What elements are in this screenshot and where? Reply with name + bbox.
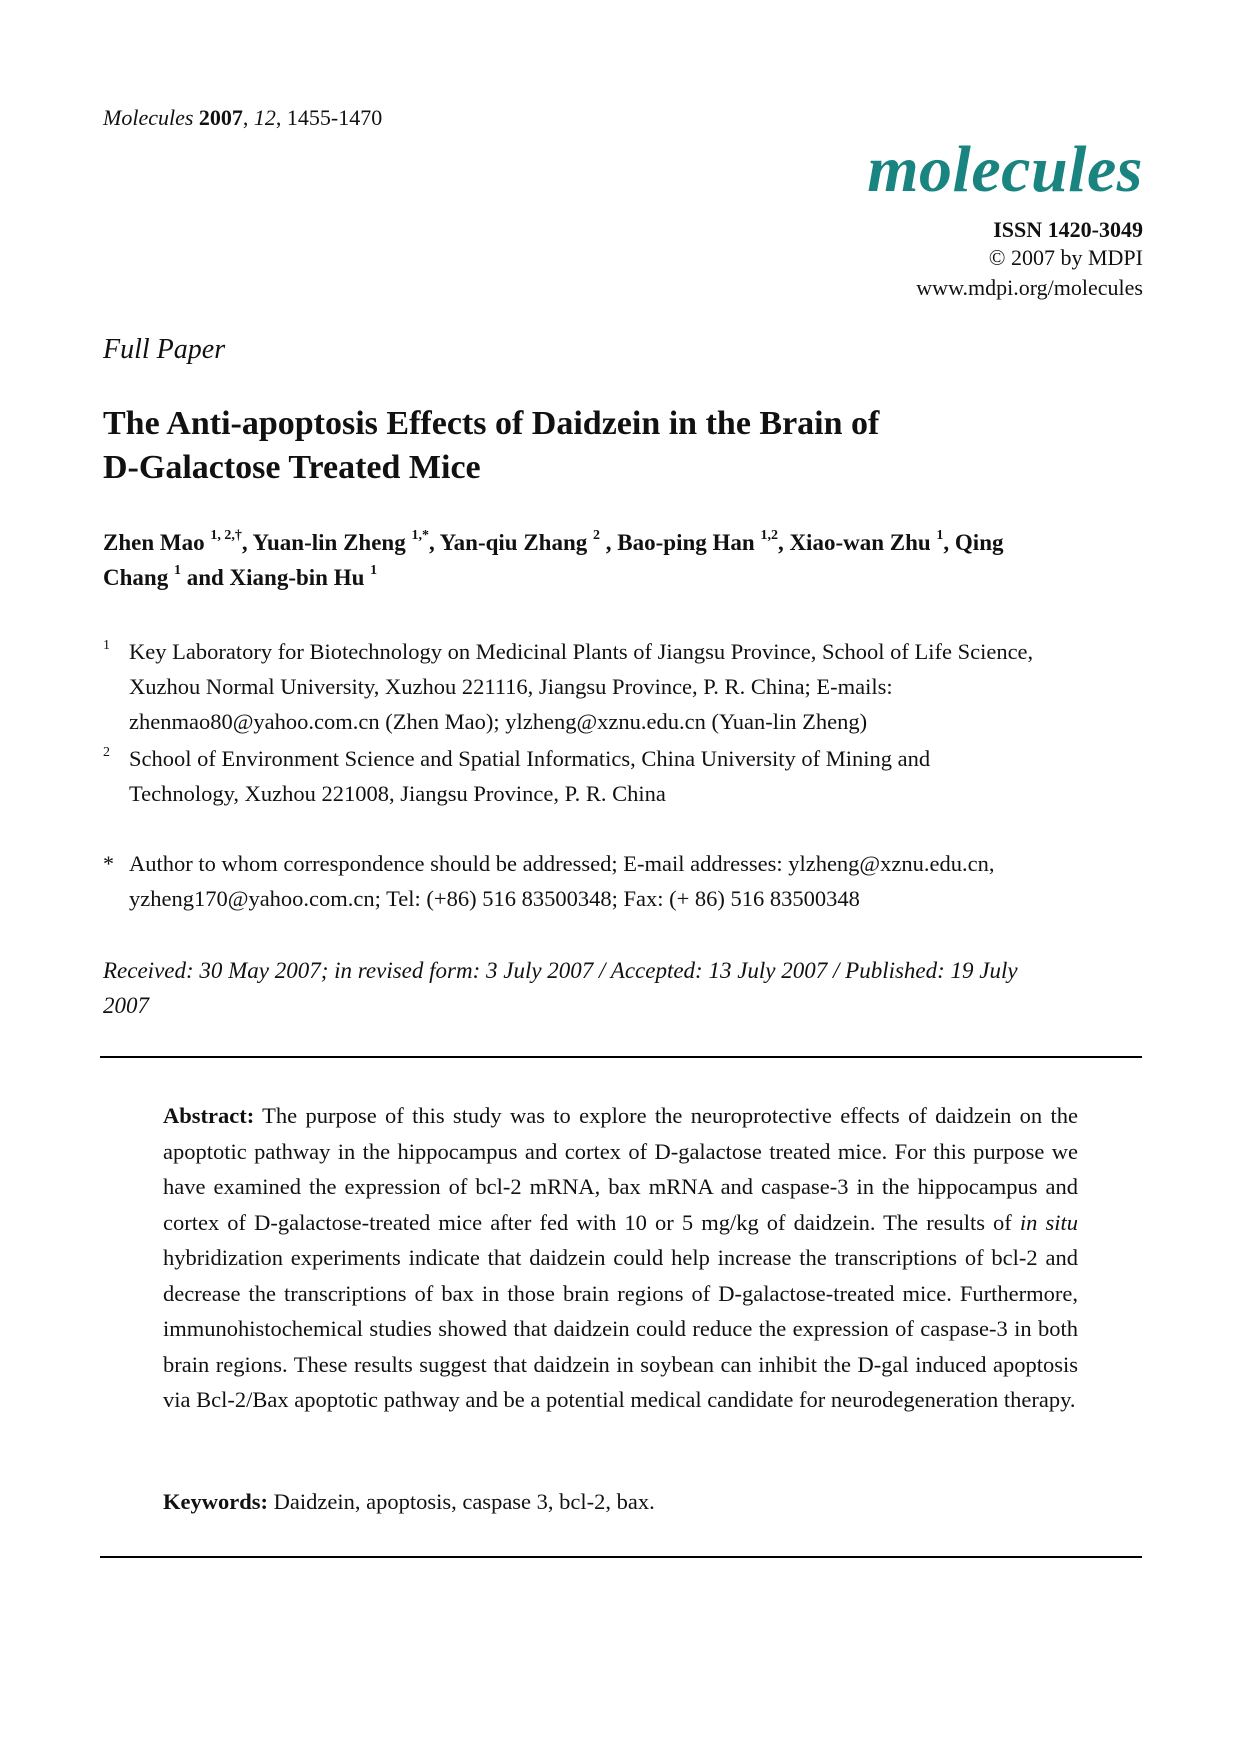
paper-title [103, 402, 1143, 490]
keywords-label: Keywords: [163, 1489, 268, 1514]
divider-top [100, 1056, 1142, 1058]
affiliation-number: 1 [103, 638, 110, 653]
copyright: © 2007 by MDPI [988, 245, 1143, 270]
author-affil-marker: 1,* [411, 528, 429, 544]
keywords [163, 1489, 1078, 1515]
journal-name: Molecules [103, 105, 194, 130]
citation-volume: 12 [253, 105, 276, 130]
author-name: Xiao-wan Zhu [789, 530, 931, 555]
citation-line: Molecules 2007, 12, 1455-1470 [103, 105, 383, 130]
affiliation-line: zhenmao80@yahoo.com.cn (Zhen Mao); ylzheng@xznu.edu.cn (Yuan-lin Zheng) [129, 709, 868, 734]
abstract [163, 1098, 1078, 1418]
author-name: Yan-qiu Zhang [439, 530, 588, 555]
paper-type: Full Paper [103, 334, 226, 365]
affiliation-line: School of Environment Science and Spatial Informatics, China University of Mining and [129, 746, 931, 771]
abstract-text-1: The purpose of this study was to explore the neuroprotective effects of daidzein on the apoptotic pathway in the hippocampus and cortex of D-galactose treated mice. For this purpose we have examined the expression of bcl-2 mRNA, bax mRNA and caspase-3 in the hippocampus and cortex of D-galactose-treated mice after fed with 10 or 5 mg/kg of daidzein. The results of [163, 1103, 1078, 1235]
divider-bottom [100, 1556, 1142, 1558]
keywords-text: Daidzein, apoptosis, caspase 3, bcl-2, bax. [268, 1489, 655, 1514]
abstract-text-2: hybridization experiments indicate that daidzein could help increase the transcriptions of bcl-2 and decrease the transcriptions of bax in those brain regions of D-galactose-treated mice. Furthermore, immunohistochemical studies showed that daidzein could reduce the expression of caspase-3 in both brain regions. These results suggest that daidzein in soybean can inhibit the D-gal induced apoptosis via Bcl-2/Bax apoptotic pathway and be a potential medical candidate for neurodegeneration therapy. [163, 1245, 1078, 1412]
author-name: Yuan-lin Zheng [252, 530, 406, 555]
author-name: Bao-ping Han [617, 530, 755, 555]
author-separator: , [428, 530, 440, 555]
author-separator: , [241, 530, 253, 555]
affiliation-line: Key Laboratory for Biotechnology on Medicinal Plants of Jiangsu Province, School of Life Science, [129, 639, 1034, 664]
abstract-label: Abstract: [163, 1103, 255, 1128]
author-list [103, 525, 1143, 595]
author-separator: , [600, 530, 618, 555]
title-line-1: The Anti-apoptosis Effects of Daidzein in the Brain of [103, 405, 880, 442]
author-separator: and Xiang-bin Hu [180, 565, 365, 590]
affiliation-line: Technology, Xuzhou 221008, Jiangsu Province, P. R. China [129, 781, 666, 806]
author-affil-marker: 1, 2,† [210, 528, 242, 544]
dates-line-2: 2007 [103, 993, 149, 1018]
title-line-2: D-Galactose Treated Mice [103, 449, 481, 486]
affiliation-1 [103, 634, 1143, 739]
issn: ISSN 1420-3049 [993, 217, 1143, 242]
abstract-italic-term: in situ [1019, 1209, 1078, 1235]
citation-year: 2007 [198, 105, 243, 130]
journal-brand [867, 133, 1143, 303]
correspondence [103, 846, 1143, 916]
citation-pages: , 1455-1470 [275, 105, 383, 130]
author-name: Zhen Mao [103, 530, 205, 555]
affiliation-number: 2 [103, 745, 110, 760]
author-separator: , Qing [943, 530, 1004, 555]
author-affil-marker: 1 [936, 528, 944, 544]
publication-dates [103, 953, 1133, 1023]
affiliation-line: Xuzhou Normal University, Xuzhou 221116, Jiangsu Province, P. R. China; E-mails: [129, 674, 893, 699]
journal-logo: molecules [867, 133, 1143, 206]
journal-url: www.mdpi.org/molecules [916, 275, 1143, 300]
correspondence-line: yzheng170@yahoo.com.cn; Tel: (+86) 516 83500348; Fax: (+ 86) 516 83500348 [129, 886, 860, 911]
correspondence-mark: * [103, 851, 114, 876]
author-separator: , [777, 530, 790, 555]
affiliation-2 [103, 741, 1143, 811]
author-affil-marker: 1,2 [760, 528, 778, 544]
dates-line-1: Received: 30 May 2007; in revised form: 3 July 2007 / Accepted: 13 July 2007 / Published: 19 July [103, 958, 1018, 983]
author-name: Chang [103, 565, 169, 590]
author-affil-marker: 2 [593, 528, 601, 544]
author-affil-marker: 1 [370, 563, 378, 579]
author-affil-marker: 1 [173, 563, 181, 579]
correspondence-line: Author to whom correspondence should be addressed; E-mail addresses: ylzheng@xznu.edu.cn, [129, 851, 995, 876]
